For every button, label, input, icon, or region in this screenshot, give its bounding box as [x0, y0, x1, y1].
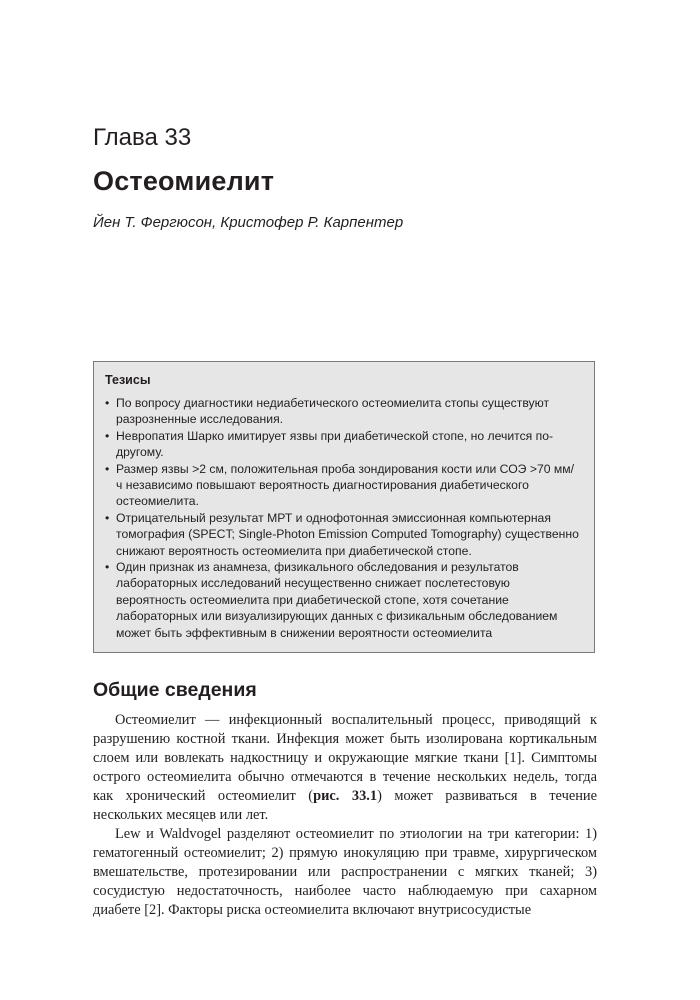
- paragraph-2: Lew и Waldvogel разделяют остеомиелит по этиологии на три категории: 1) гематогенный остеомиелит; 2) прямую инокуляцию при травме, хирургическом вмешательстве, протезировании или распространении с мягких тканей; 3) сосудистую недостаточность, наиболее часто наблюдаемую при сахарном диабете [2]. Факторы риска остеомиелита включают внутрисосудистые: [93, 826, 597, 918]
- paragraph-1-text-end: ) может развиваться в течение нескольких месяцев или лет.: [93, 788, 598, 823]
- theses-item-text: Один признак из анамнеза, физикального обследования и результатов лабораторных исследований несущественно снижает послетестовую вероятность остеомиелита при диабетической стопе, хотя сочетание лабораторных или визуализирующих данных с физикальным обследованием может быть эффективным в снижении вероятности остеомиелита: [116, 560, 558, 640]
- chapter-authors: Йен Т. Фергюсон, Кристофер Р. Карпентер: [93, 214, 404, 231]
- chapter-label: Глава 33: [93, 124, 192, 151]
- bullet-icon: •: [105, 396, 110, 410]
- theses-item: [105, 395, 580, 428]
- theses-item: [105, 559, 580, 641]
- theses-list: [105, 395, 580, 641]
- theses-item: [105, 461, 580, 510]
- theses-item: [105, 510, 580, 559]
- paragraph-1: [93, 711, 597, 825]
- theses-item-text: По вопросу диагностики недиабетического остеомиелита стопы существуют разрозненные исследования.: [116, 396, 550, 427]
- section-heading: Общие сведения: [93, 679, 257, 701]
- theses-box: [93, 361, 595, 653]
- bullet-icon: •: [105, 560, 110, 575]
- theses-item: [105, 428, 580, 461]
- theses-heading: Тезисы: [105, 373, 151, 387]
- paragraph-1-text-start: Остеомиелит — инфекционный воспалительный процесс, приводящий к разрушению костной ткани. Инфекция может быть изолирована кортикальным слоем или вовлекать надкостницу и окружающие мягкие ткани [1]. Симптомы острого остеомиелита обычно отмечаются в течение нескольких недель, тогда как хронический остеомиелит (: [93, 712, 597, 804]
- theses-item-text: Отрицательный результат МРТ и однофотонная эмиссионная компьютерная томография (SPECT; Single-Photon Emission Computed Tomography) существенно снижают вероятность остеомиелита при диабетической стопе.: [116, 510, 579, 558]
- bullet-icon: •: [105, 428, 110, 443]
- chapter-title: Остеомиелит: [93, 166, 275, 196]
- theses-item-text: Размер язвы >2 см, положительная проба зондирования кости или СОЭ >70 мм/ч независимо повышают вероятность диагностирования диабетического остеомиелита.: [116, 461, 575, 509]
- bullet-icon: •: [105, 461, 110, 476]
- theses-item-text: Невропатия Шарко имитирует язвы при диабетической стопе, но лечится по-другому.: [116, 428, 554, 460]
- body-text: [93, 711, 597, 920]
- figure-reference: рис. 33.1: [313, 788, 378, 804]
- bullet-icon: •: [105, 510, 110, 525]
